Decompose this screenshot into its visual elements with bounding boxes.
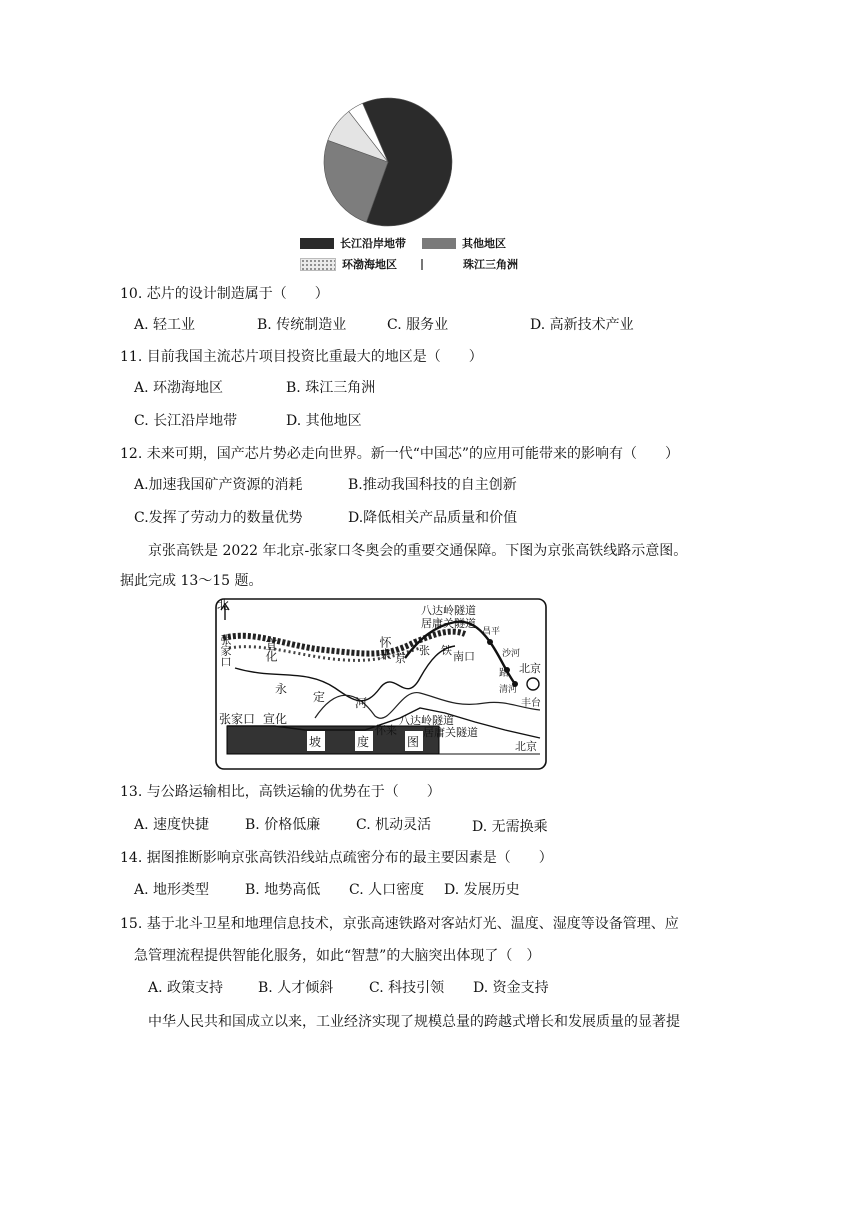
question-10-stem: 10. 芯片的设计制造属于（ ） <box>120 286 329 302</box>
trailing-paragraph: 中华人民共和国成立以来，工业经济实现了规模总量的跨越式增长和发展质量的显著提 <box>148 1014 680 1030</box>
question-13-stem: 13. 与公路运输相比，高铁运输的优势在于（ ） <box>120 784 441 800</box>
juyongguan-label: 居庸关隧道 <box>423 726 478 739</box>
profile-label-1: 坡 <box>309 735 322 749</box>
yongdinghe-label-1: 永 <box>275 682 288 696</box>
huailai-label: 怀来 <box>375 724 397 737</box>
investment-pie-chart <box>318 95 458 229</box>
q11-option-a[interactable]: A. 环渤海地区 <box>134 380 224 396</box>
question-12-stem: 12. 未来可期，国产芯片势必走向世界。新一代“中国芯”的应用可能带来的影响有（ ） <box>120 446 680 462</box>
q15-option-b[interactable]: B. 人才倾斜 <box>258 980 334 996</box>
nankou-label: 南口 <box>453 650 475 663</box>
q12-option-c[interactable]: C.发挥了劳动力的数量优势 <box>134 510 303 526</box>
intro-line-2: 据此完成 13～15 题。 <box>120 573 263 589</box>
railway-label-1: 京 <box>395 652 406 665</box>
q14-option-b[interactable]: B. 地势高低 <box>245 882 321 898</box>
question-15-stem-line-1: 15. 基于北斗卫星和地理信息技术，京张高速铁路对客站灯光、温度、湿度等设备管理、应 <box>120 916 679 932</box>
legend-label: 环渤海地区 <box>342 258 397 271</box>
beijing-top-label: 北京 <box>519 662 541 675</box>
q12-option-d[interactable]: D.降低相关产品质量和价值 <box>348 510 518 526</box>
railway-label-4: 路 <box>499 668 509 679</box>
profile-label-3: 图 <box>407 735 420 749</box>
badaling-label: 八达岭隧道 <box>399 714 454 727</box>
badaling-top-label: 八达岭隧道 <box>421 604 476 617</box>
q13-option-b[interactable]: B. 价格低廉 <box>245 817 321 833</box>
q10-option-a[interactable]: A. 轻工业 <box>134 317 196 333</box>
juyongguan-top-label: 居庸关隧道 <box>421 617 476 630</box>
profile-label-2: 度 <box>357 735 370 749</box>
jingzhang-railway-map <box>215 598 547 770</box>
q15-option-a[interactable]: A. 政策支持 <box>148 980 224 996</box>
legend-item <box>422 235 506 251</box>
north-label: 北 <box>217 598 230 612</box>
q14-option-d[interactable]: D. 发展历史 <box>444 882 520 898</box>
question-15-stem-line-2: 急管理流程提供智能化服务，如此“智慧”的大脑突出体现了（ ） <box>134 948 541 964</box>
zhangjiakou-vertical-label: 张家口 <box>219 634 232 667</box>
q10-option-c[interactable]: C. 服务业 <box>387 317 449 333</box>
q15-option-c[interactable]: C. 科技引领 <box>369 980 445 996</box>
q14-option-a[interactable]: A. 地形类型 <box>134 882 210 898</box>
beijing-label: 北京 <box>515 740 537 753</box>
xuanhua-top-label: 宣化 <box>264 638 278 662</box>
legend-swatch-mid <box>422 238 456 249</box>
question-14-stem: 14. 据图推断影响京张高铁沿线站点疏密分布的最主要因素是（ ） <box>120 850 553 866</box>
railway-label-3: 铁 <box>441 644 452 657</box>
zhangjiakou-label: 张家口 <box>219 712 256 726</box>
q13-option-a[interactable]: A. 速度快捷 <box>134 817 210 833</box>
changping-label: 昌平 <box>482 627 501 637</box>
q13-option-d[interactable]: D. 无需换乘 <box>472 819 548 835</box>
q11-option-d[interactable]: D. 其他地区 <box>286 413 362 429</box>
question-11-stem: 11. 目前我国主流芯片项目投资比重最大的地区是（ ） <box>120 349 483 365</box>
fengtai-label: 丰台 <box>521 698 541 709</box>
intro-line-1: 京张高铁是 2022 年北京-张家口冬奥会的重要交通保障。下图为京张高铁线路示意图。 <box>148 543 688 559</box>
pie-legend-row-1 <box>300 235 522 251</box>
huailai-top-label: 怀来 <box>378 636 392 660</box>
legend-item <box>421 256 518 272</box>
q10-option-d[interactable]: D. 高新技术产业 <box>530 317 634 333</box>
q11-option-c[interactable]: C. 长江沿岸地带 <box>134 413 238 429</box>
qinghe-label: 清河 <box>499 685 518 695</box>
q15-option-d[interactable]: D. 资金支持 <box>473 980 549 996</box>
q11-option-b[interactable]: B. 珠江三角洲 <box>286 380 376 396</box>
legend-label: 其他地区 <box>462 237 506 250</box>
q14-option-c[interactable]: C. 人口密度 <box>349 882 425 898</box>
legend-label: 长江沿岸地带 <box>340 237 406 250</box>
shahe-label: 沙河 <box>502 649 521 659</box>
q13-option-c[interactable]: C. 机动灵活 <box>356 817 432 833</box>
legend-swatch-dotted <box>300 258 336 271</box>
yongdinghe-label-3: 河 <box>355 696 368 710</box>
yongdinghe-label-2: 定 <box>313 690 326 704</box>
legend-swatch-white <box>421 259 457 270</box>
legend-item <box>300 235 406 251</box>
legend-label: 珠江三角洲 <box>463 258 518 271</box>
q12-option-a[interactable]: A.加速我国矿产资源的消耗 <box>134 477 303 493</box>
q12-option-b[interactable]: B.推动我国科技的自主创新 <box>348 477 517 493</box>
xuanhua-label: 宣化 <box>263 712 288 726</box>
pie-legend-row-2 <box>300 256 534 272</box>
railway-label-2: 张 <box>419 644 430 657</box>
legend-item <box>300 256 397 272</box>
legend-swatch-dark <box>300 238 334 249</box>
q10-option-b[interactable]: B. 传统制造业 <box>257 317 347 333</box>
